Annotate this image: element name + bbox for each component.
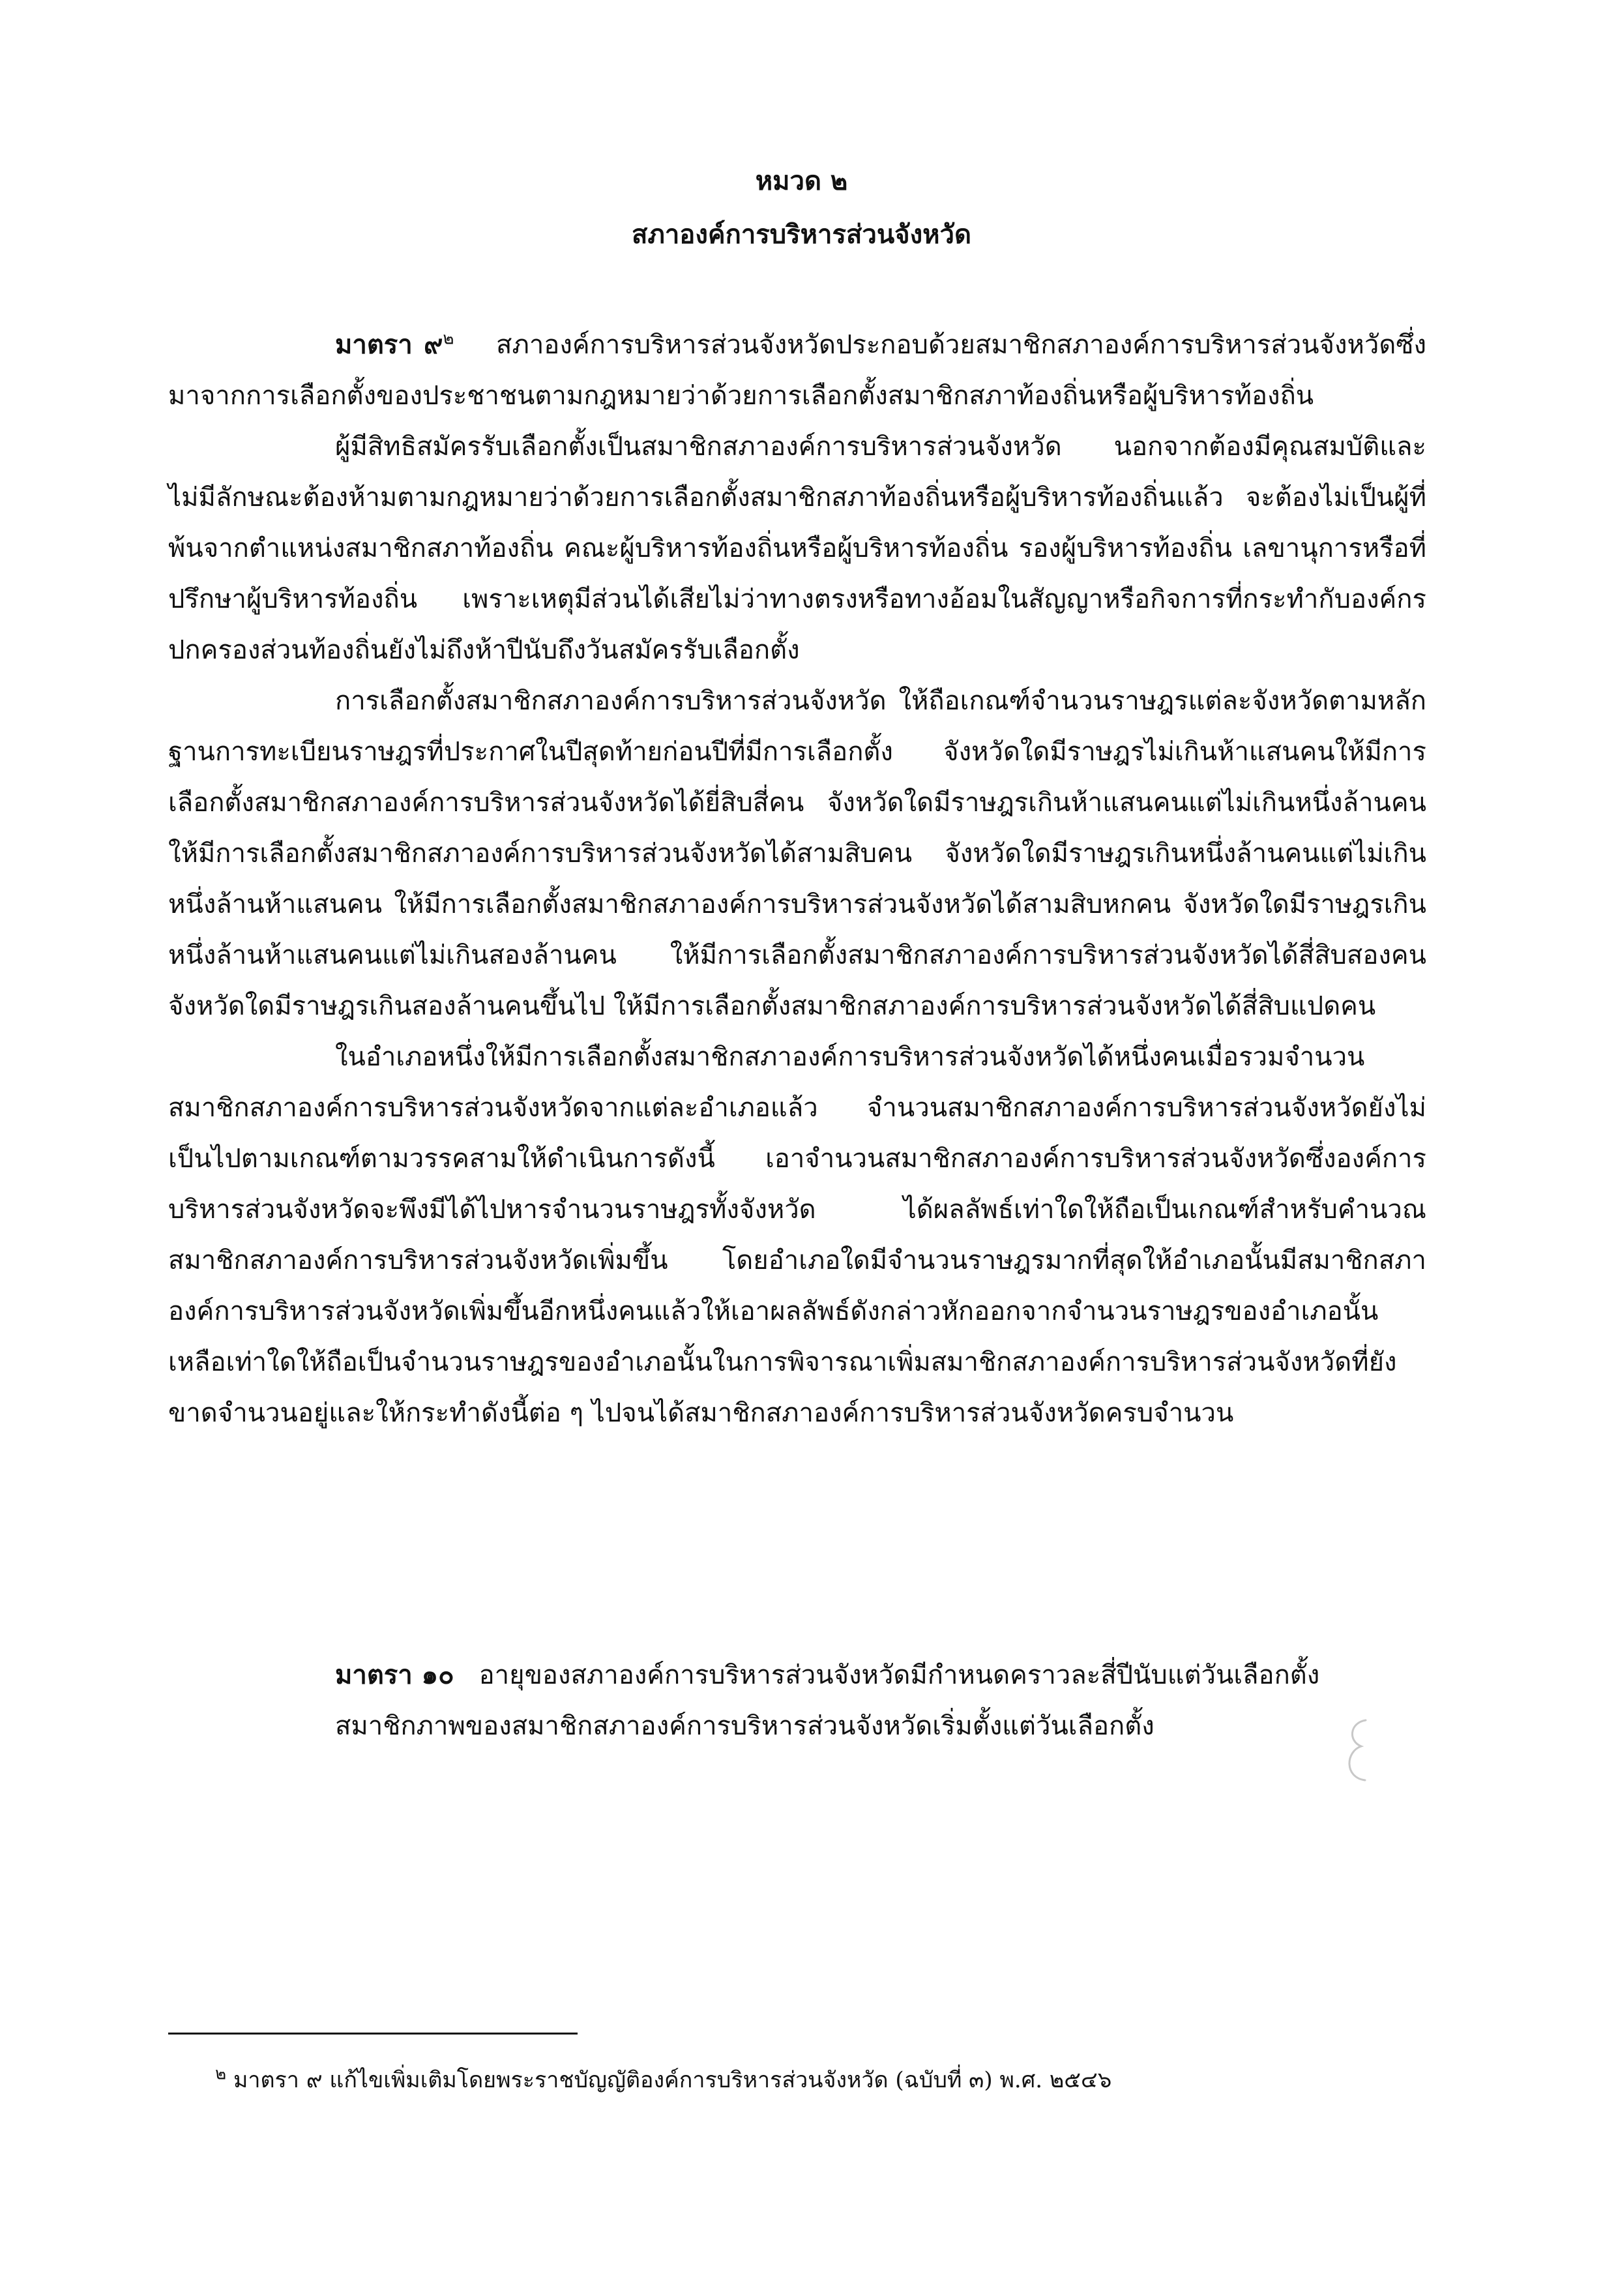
section-10-line-2: สมาชิกภาพของสมาชิกสภาองค์การบริหารส่วนจังหวัดเริ่มตั้งแต่วันเลือกตั้ง [335, 1711, 1154, 1741]
section-10-text: อายุของสภาองค์การบริหารส่วนจังหวัดมีกำหนดคราวละสี่ปีนับแต่วันเลือกตั้ง [478, 1660, 1320, 1690]
section-9-paragraph-2: ผู้มีสิทธิสมัครรับเลือกตั้งเป็นสมาชิกสภาองค์การบริหารส่วนจังหวัด นอกจากต้องมีคุณสมบัติและไม่มีลักษณะต้องห้ามตามกฎหมายว่าด้วยการเลือกตั้งสมาชิกสภาท้องถิ่นหรือผู้บริหารท้องถิ่นแล้ว จะต้องไม่เป็นผู้ที่พ้นจากตำแหน่งสมาชิกสภาท้องถิ่น คณะผู้บริหารท้องถิ่นหรือผู้บริหารท้องถิ่น รองผู้บริหารท้องถิ่น เลขานุการหรือที่ปรึกษาผู้บริหารท้องถิ่น เพราะเหตุมีส่วนได้เสียไม่ว่าทางตรงหรือทางอ้อมในสัญญาหรือกิจการที่กระทำกับองค์กรปกครองส่วนท้องถิ่นยังไม่ถึงห้าปีนับถึงวันสมัครรับเลือกตั้ง [168, 432, 1426, 665]
footnote-text: มาตรา ๙ แก้ไขเพิ่มเติมโดยพระราชบัญญัติองค์การบริหารส่วนจังหวัด (ฉบับที่ ๓) พ.ศ. ๒๕๔๖ [233, 2067, 1112, 2093]
section-9-text: สภาองค์การบริหารส่วนจังหวัดประกอบด้วยสมาชิกสภาองค์การบริหารส่วนจังหวัดซึ่งมาจากการเลือกตั้งของประชาชนตามกฎหมายว่าด้วยการเลือกตั้งสมาชิกสภาท้องถิ่นหรือผู้บริหารท้องถิ่น [168, 330, 1426, 411]
section-10 [335, 1650, 1430, 1752]
chapter-number: หมวด ๒ [755, 166, 848, 196]
section-9 [168, 320, 1426, 1439]
section-9-paragraph-3: การเลือกตั้งสมาชิกสภาองค์การบริหารส่วนจังหวัด ให้ถือเกณฑ์จำนวนราษฎรแต่ละจังหวัดตามหลักฐานการทะเบียนราษฎรที่ประกาศในปีสุดท้ายก่อนปีที่มีการเลือกตั้ง จังหวัดใดมีราษฎรไม่เกินห้าแสนคนให้มีการเลือกตั้งสมาชิกสภาองค์การบริหารส่วนจังหวัดได้ยี่สิบสี่คน จังหวัดใดมีราษฎรเกินห้าแสนคนแต่ไม่เกินหนึ่งล้านคน ให้มีการเลือกตั้งสมาชิกสภาองค์การบริหารส่วนจังหวัดได้สามสิบคน จังหวัดใดมีราษฎรเกินหนึ่งล้านคนแต่ไม่เกินหนึ่งล้านห้าแสนคน ให้มีการเลือกตั้งสมาชิกสภาองค์การบริหารส่วนจังหวัดได้สามสิบหกคน จังหวัดใดมีราษฎรเกินหนึ่งล้านห้าแสนคนแต่ไม่เกินสองล้านคน ให้มีการเลือกตั้งสมาชิกสภาองค์การบริหารส่วนจังหวัดได้สี่สิบสองคน จังหวัดใดมีราษฎรเกินสองล้านคนขึ้นไป ให้มีการเลือกตั้งสมาชิกสภาองค์การบริหารส่วนจังหวัดได้สี่สิบแปดคน [168, 686, 1426, 1021]
footnote-reference[interactable]: ๒ [443, 329, 454, 349]
footnote [215, 2064, 1421, 2096]
section-9-label: มาตรา ๙ [335, 329, 443, 360]
section-9-paragraph-1 [168, 320, 1426, 421]
pen-mark-icon [1336, 1715, 1375, 1787]
section-10-line-1 [335, 1650, 1430, 1701]
section-10-label: มาตรา ๑๐ [335, 1660, 454, 1690]
footnote-divider [168, 2033, 578, 2035]
chapter-title: สภาองค์การบริหารส่วนจังหวัด [632, 219, 971, 250]
footnote-marker: ๒ [215, 2064, 227, 2084]
section-9-paragraph-4: ในอำเภอหนึ่งให้มีการเลือกตั้งสมาชิกสภาองค์การบริหารส่วนจังหวัดได้หนึ่งคนเมื่อรวมจำนวนสมาชิกสภาองค์การบริหารส่วนจังหวัดจากแต่ละอำเภอแล้ว จำนวนสมาชิกสภาองค์การบริหารส่วนจังหวัดยังไม่เป็นไปตามเกณฑ์ตามวรรคสามให้ดำเนินการดังนี้ เอาจำนวนสมาชิกสภาองค์การบริหารส่วนจังหวัดซึ่งองค์การบริหารส่วนจังหวัดจะพึงมีได้ไปหารจำนวนราษฎรทั้งจังหวัด ได้ผลลัพธ์เท่าใดให้ถือเป็นเกณฑ์สำหรับคำนวณสมาชิกสภาองค์การบริหารส่วนจังหวัดเพิ่มขึ้น โดยอำเภอใดมีจำนวนราษฎรมากที่สุดให้อำเภอนั้นมีสมาชิกสภาองค์การบริหารส่วนจังหวัดเพิ่มขึ้นอีกหนึ่งคนแล้วให้เอาผลลัพธ์ดังกล่าวหักออกจากจำนวนราษฎรของอำเภอนั้น เหลือเท่าใดให้ถือเป็นจำนวนราษฎรของอำเภอนั้นในการพิจารณาเพิ่มสมาชิกสภาองค์การบริหารส่วนจังหวัดที่ยังขาดจำนวนอยู่และให้กระทำดังนี้ต่อ ๆ ไปจนได้สมาชิกสภาองค์การบริหารส่วนจังหวัดครบจำนวน [168, 1042, 1426, 1428]
